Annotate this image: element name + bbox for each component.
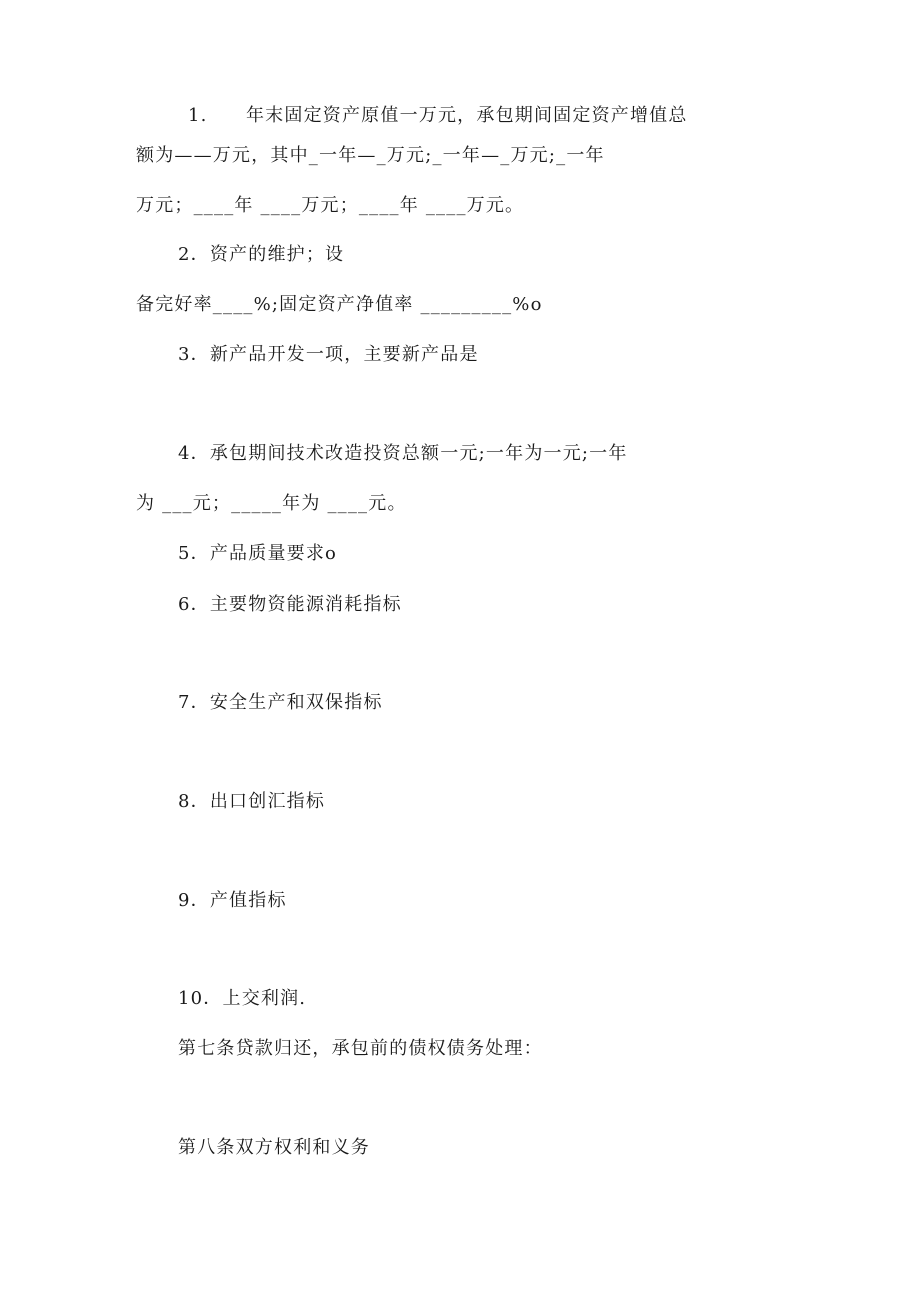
item-7: 7．安全生产和双保指标 xyxy=(178,692,383,713)
item-1-line-2: 额为——万元，其中_一年—_万元;_一年—_万元;_一年 xyxy=(136,145,605,166)
item-1-line-1: 1. 年末固定资产原值一万元，承包期间固定资产增值总 xyxy=(188,105,688,126)
item-1-line-3: 万元；____年 ____万元；____年 ____万元。 xyxy=(136,195,525,216)
item-10: 10．上交利润. xyxy=(178,988,307,1009)
item-4-line-1: 4．承包期间技术改造投资总额一元;一年为一元;一年 xyxy=(178,443,628,464)
article-8-heading: 第八条双方权利和义务 xyxy=(178,1137,370,1158)
item-5: 5．产品质量要求o xyxy=(178,543,338,564)
item-4-line-2: 为 ___元；_____年为 ____元。 xyxy=(136,493,407,514)
item-2-line-2: 备完好率____%;固定资产净值率 _________%o xyxy=(136,294,543,315)
article-7-heading: 第七条贷款归还，承包前的债权债务处理： xyxy=(178,1038,543,1059)
item-2-line-1: 2．资产的维护；设 xyxy=(178,244,345,265)
item-3: 3．新产品开发一项，主要新产品是 xyxy=(178,344,479,365)
item-6: 6．主要物资能源消耗指标 xyxy=(178,594,402,615)
item-8: 8．出口创汇指标 xyxy=(178,791,326,812)
item-9: 9．产值指标 xyxy=(178,890,287,911)
